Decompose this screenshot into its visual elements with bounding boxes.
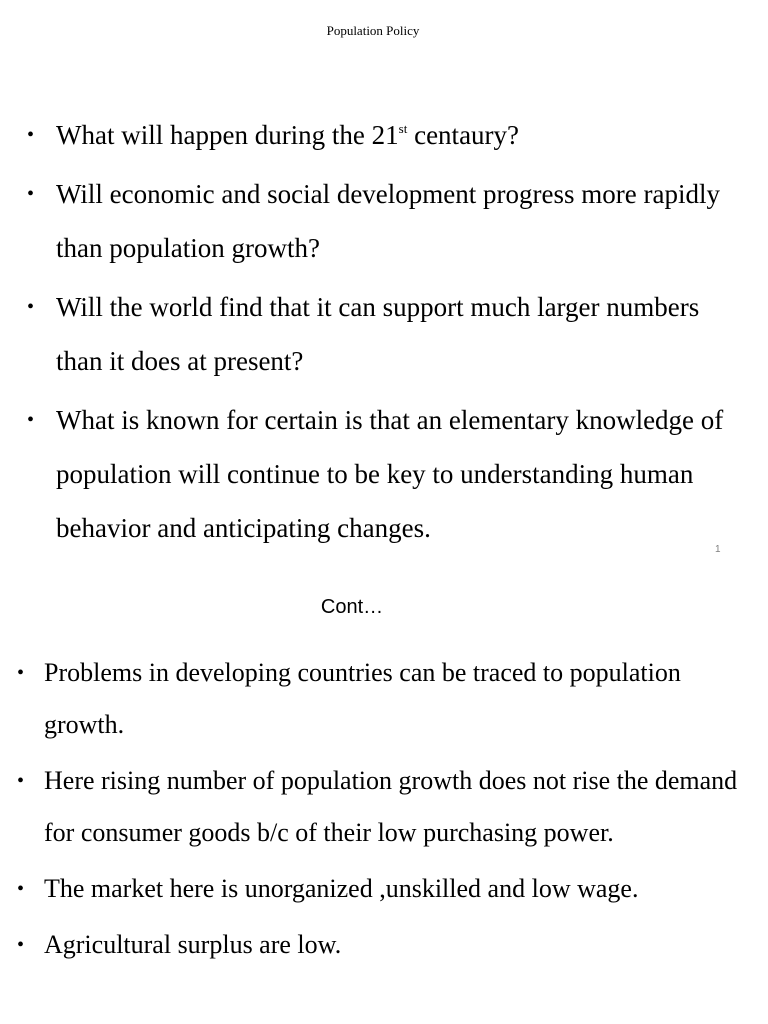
bullet-item	[0, 167, 768, 275]
bullet-dot-icon: •	[27, 124, 35, 146]
bullet-text: Will the world find that it can support much larger numbers than it does at present?	[56, 292, 700, 376]
bullet-item	[0, 108, 768, 162]
document-header-title: Population Policy	[326, 23, 420, 38]
bullet-text-end: centaury?	[407, 120, 520, 150]
bullet-item	[0, 280, 768, 388]
bullet-text: The market here is unorganized ,unskilled and low wage.	[44, 874, 639, 903]
bullet-dot-icon: •	[17, 878, 25, 900]
bullet-dot-icon: •	[27, 409, 35, 431]
bullet-item	[0, 393, 768, 555]
slide-2-bullet-list	[0, 647, 768, 975]
bullet-item	[0, 919, 768, 971]
bullet-item	[0, 647, 768, 751]
bullet-text: Agricultural surplus are low.	[44, 930, 342, 959]
bullet-dot-icon: •	[17, 662, 25, 684]
slide-2-title: Cont…	[320, 596, 384, 618]
bullet-item	[0, 863, 768, 915]
bullet-text: Will economic and social development progress more rapidly than population growth?	[56, 179, 720, 263]
bullet-text: What is known for certain is that an elementary knowledge of population will continue to be key to understanding human behavior and anticipating changes.	[56, 405, 724, 543]
bullet-dot-icon: •	[27, 296, 35, 318]
page-number: 1	[715, 544, 721, 555]
bullet-item	[0, 755, 768, 859]
bullet-dot-icon: •	[17, 934, 25, 956]
bullet-text: Problems in developing countries can be traced to population growth.	[44, 658, 681, 739]
bullet-dot-icon: •	[17, 770, 25, 792]
bullet-text: Here rising number of population growth does not rise the demand for consumer goods b/c of their low purchasing power.	[44, 766, 738, 847]
slide-1-bullet-list	[0, 108, 768, 560]
ordinal-superscript: st	[398, 121, 408, 136]
bullet-dot-icon: •	[27, 183, 35, 205]
bullet-text-start: What will happen during the 21	[56, 120, 399, 150]
